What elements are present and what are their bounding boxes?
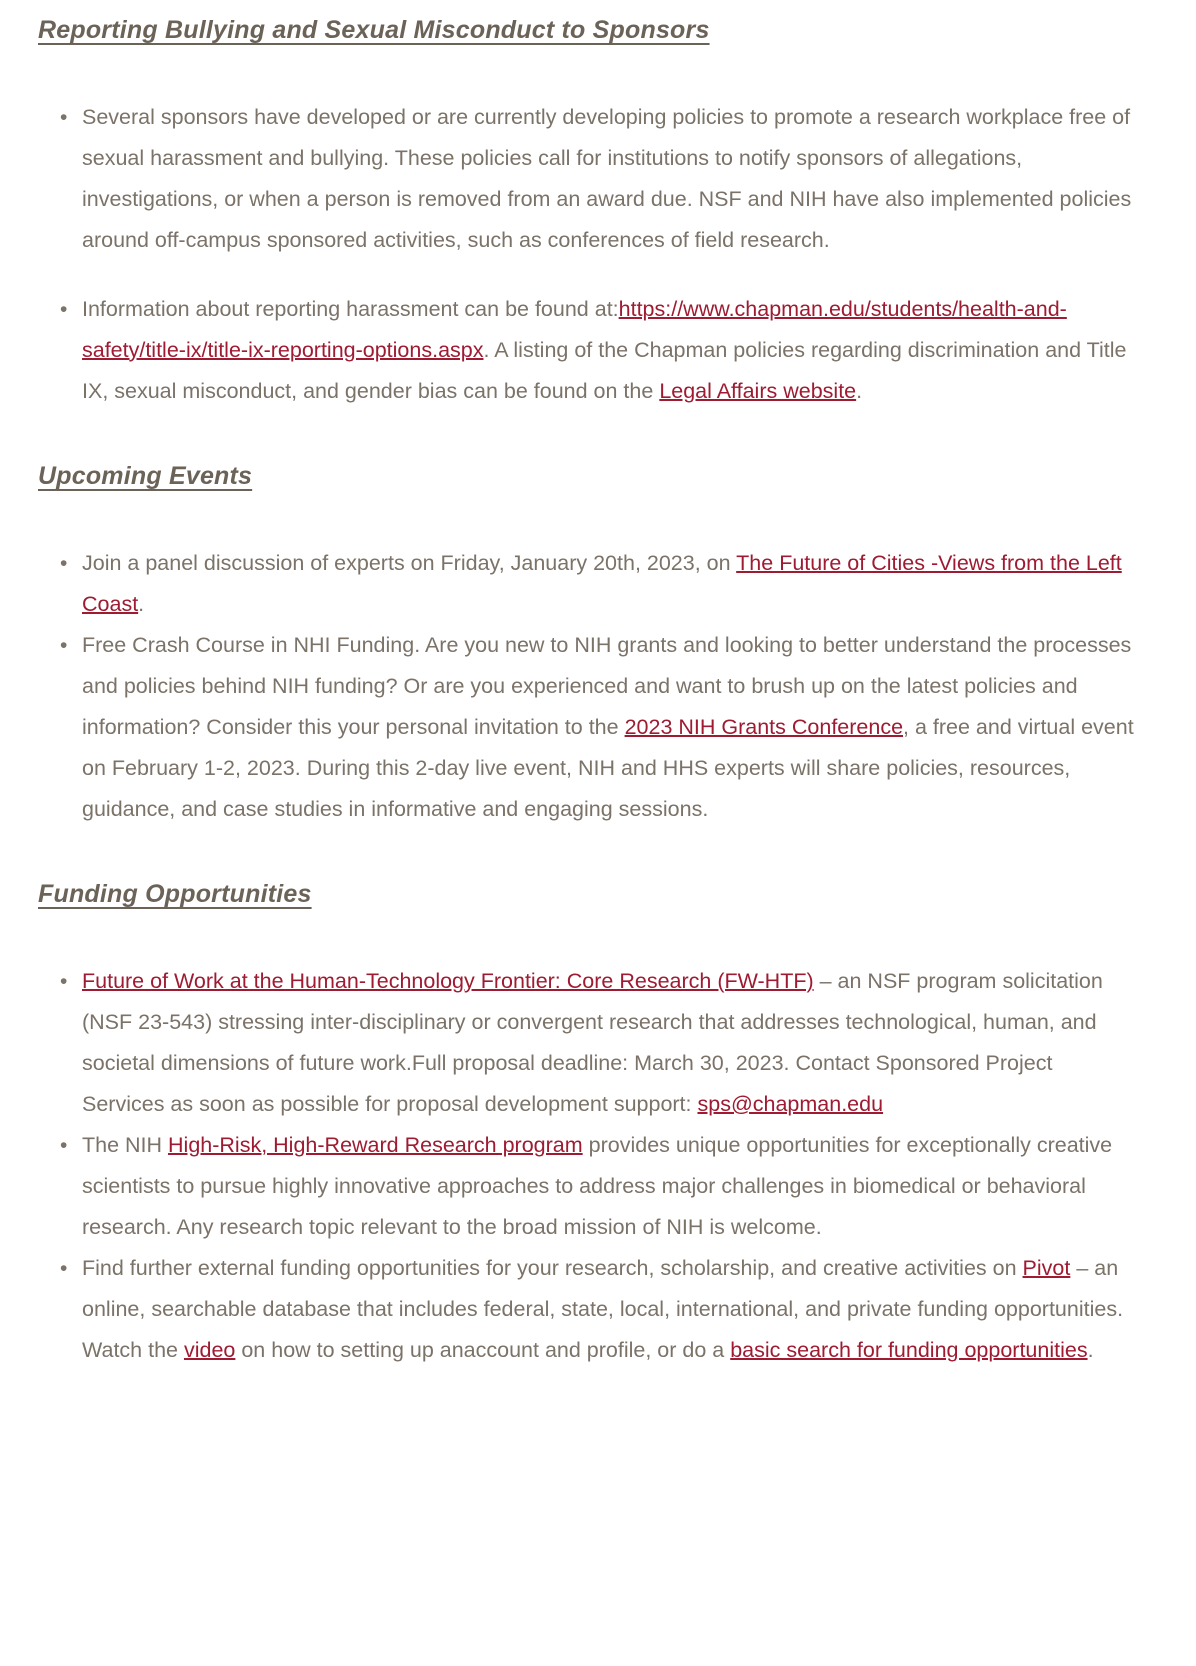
body-text: Several sponsors have developed or are currently developing policies to promote a research workplace free of sexual harassment and bullying. These policies call for institutions to notify sponsors of allegations, investigations, or when a person is removed from an award due. NSF and NIH have also implemented policies around off-campus sponsored activities, such as conferences of field research. xyxy=(82,105,1132,252)
section-reporting-bullying xyxy=(38,16,1138,412)
link-pivot[interactable]: Pivot xyxy=(1022,1256,1071,1280)
body-text: Join a panel discussion of experts on Friday, January 20th, 2023, on xyxy=(82,551,737,575)
body-text: on how to setting up anaccount and profile, or do a xyxy=(235,1338,731,1362)
bullet-list-reporting-bullying xyxy=(38,97,1138,412)
link-high-risk-high-reward-program[interactable]: High-Risk, High-Reward Research program xyxy=(168,1133,583,1157)
body-text: . xyxy=(856,379,863,403)
list-item xyxy=(60,1248,1138,1371)
body-text: , a free and virtual event on February 1-2, 2023. During this 2-day live event, NIH and HHS experts will share policies, resources, guidance, and case studies in informative and engaging sessions. xyxy=(82,715,1134,821)
body-text: provides unique opportunities for exceptionally creative scientists to pursue highly innovative approaches to address major challenges in biomedical or behavioral research. Any research topic relevant to the broad mission of NIH is welcome. xyxy=(82,1133,1113,1239)
list-item xyxy=(60,1125,1138,1248)
body-text: Find further external funding opportunities for your research, scholarship, and creative activities on xyxy=(82,1256,1023,1280)
document-body xyxy=(38,16,1138,1371)
body-text: – an NSF program solicitation (NSF 23-543) stressing inter-disciplinary or convergent research that addresses technological, human, and societal dimensions of future work.Full proposal deadline: March 30, 2023. Contact Sponsored Project Services as soon as possible for proposal development support: xyxy=(82,969,1103,1116)
body-text: . A listing of the Chapman policies regarding discrimination and Title IX, sexual misconduct, and gender bias can be found on the xyxy=(82,338,1127,403)
body-text: Free Crash Course in NHI Funding. Are you new to NIH grants and looking to better understand the processes and policies behind NIH funding? Or are you experienced and want to brush up on the latest policies and information? Consider this your personal invitation to the xyxy=(82,633,1132,739)
link-video[interactable]: video xyxy=(183,1338,236,1362)
section-heading-upcoming-events: Upcoming Events xyxy=(38,462,253,490)
bullet-list-funding-opportunities xyxy=(38,961,1138,1371)
list-item xyxy=(60,289,1138,412)
link-title-ix-reporting-url[interactable]: https://www.chapman.edu/students/health-and-safety/title-ix/title-ix-reporting-options.aspx xyxy=(82,297,1067,362)
section-heading-reporting-bullying: Reporting Bullying and Sexual Misconduct to Sponsors xyxy=(38,16,710,44)
list-item xyxy=(60,961,1138,1125)
section-upcoming-events xyxy=(38,462,1138,830)
link-fw-htf[interactable]: Future of Work at the Human-Technology Frontier: Core Research (FW-HTF) xyxy=(82,969,814,993)
bullet-list-upcoming-events xyxy=(38,543,1138,830)
body-text: The NIH xyxy=(82,1133,169,1157)
list-item xyxy=(60,543,1138,625)
section-funding-opportunities xyxy=(38,880,1138,1371)
body-text: – an online, searchable database that includes federal, state, local, international, and private funding opportunities. Watch the xyxy=(82,1256,1124,1362)
list-item xyxy=(60,97,1138,261)
link-nih-grants-conference[interactable]: 2023 NIH Grants Conference xyxy=(624,715,904,739)
body-text: Information about reporting harassment can be found at: xyxy=(82,297,619,321)
link-sps-email[interactable]: sps@chapman.edu xyxy=(697,1092,884,1116)
section-heading-funding-opportunities: Funding Opportunities xyxy=(38,880,312,908)
list-item xyxy=(60,625,1138,830)
body-text: . xyxy=(138,592,145,616)
link-future-of-cities[interactable]: The Future of Cities -Views from the Left Coast xyxy=(82,551,1122,616)
link-legal-affairs-website[interactable]: Legal Affairs website xyxy=(659,379,857,403)
link-basic-search-funding[interactable]: basic search for funding opportunities xyxy=(730,1338,1088,1362)
body-text: . xyxy=(1087,1338,1094,1362)
